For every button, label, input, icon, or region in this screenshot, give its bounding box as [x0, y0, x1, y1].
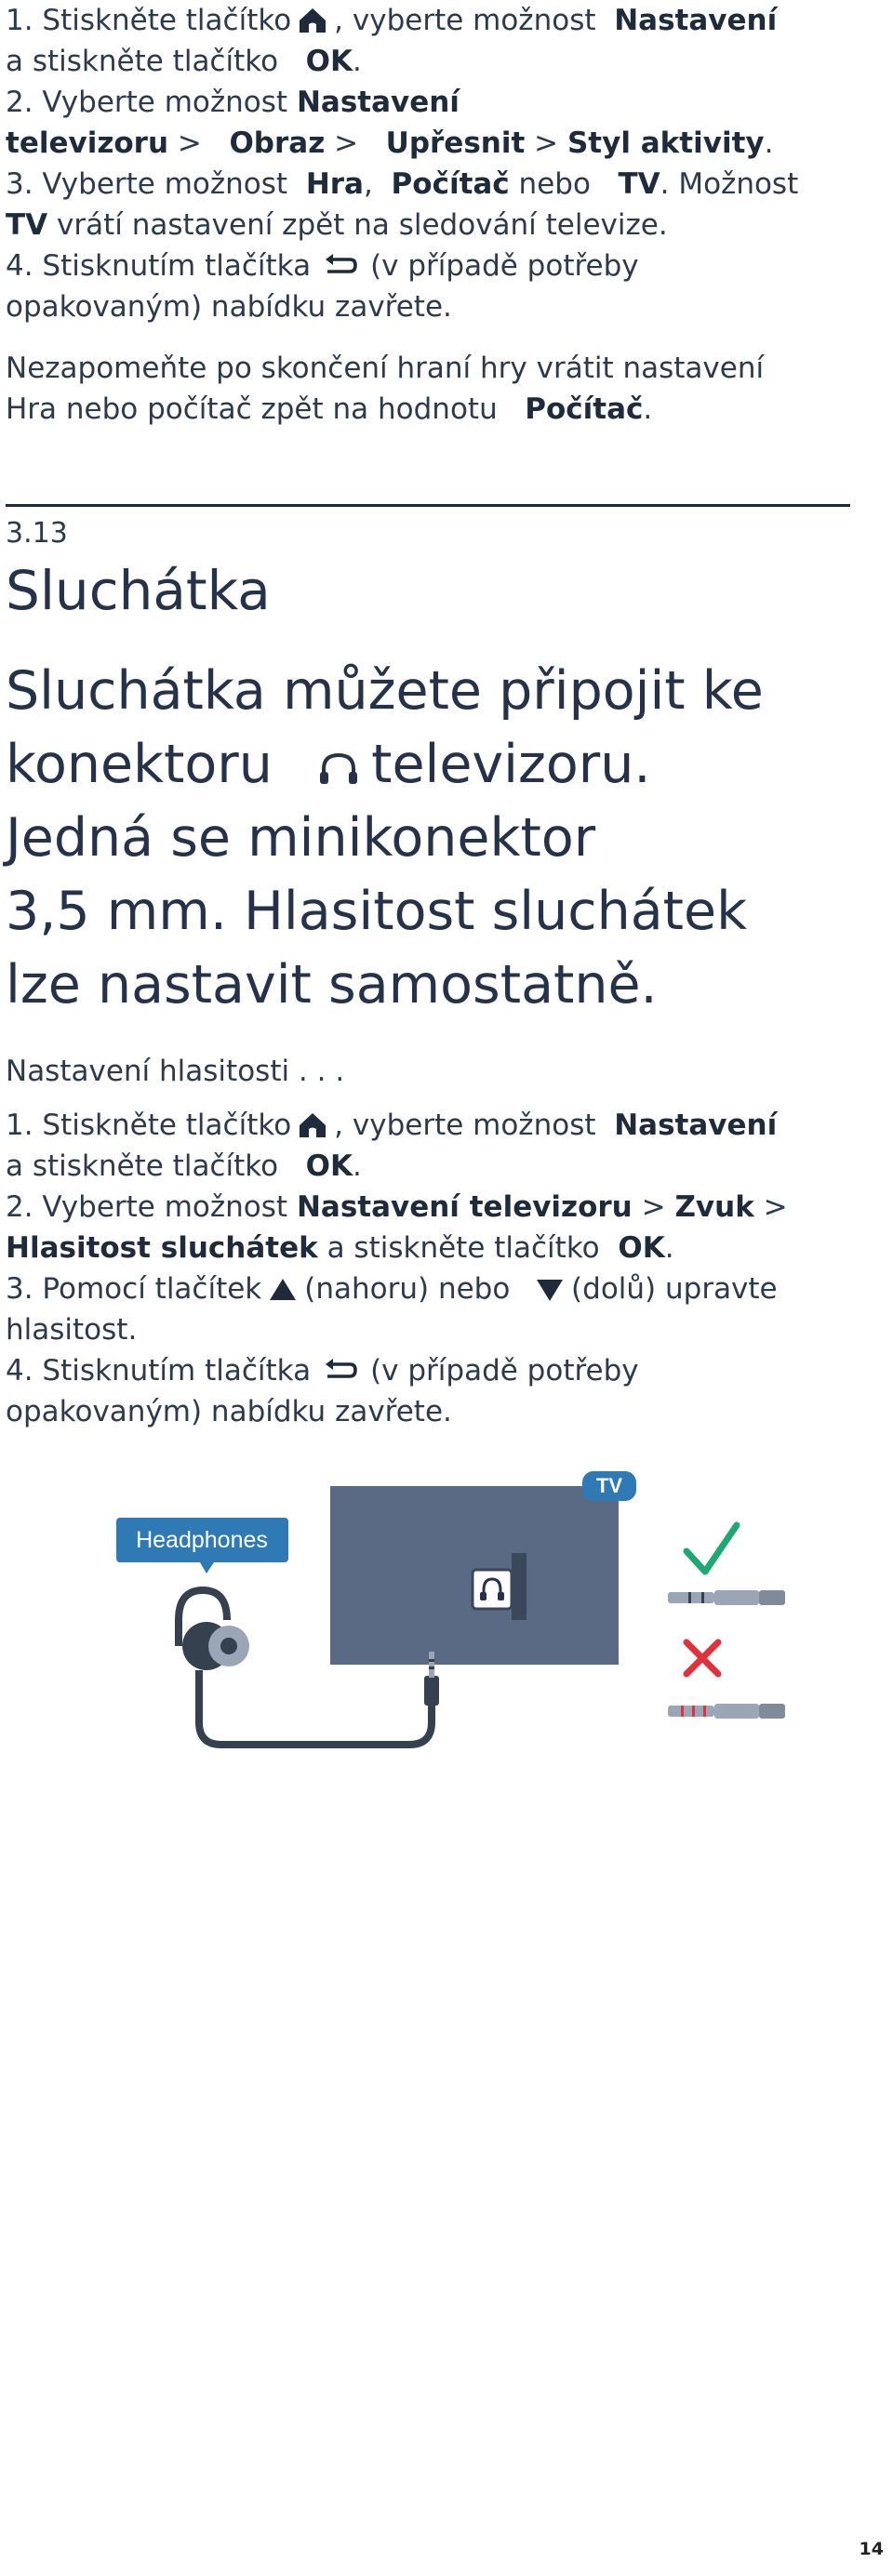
- top-step-1-line-2: [6, 41, 871, 82]
- top-step-4-line-2: [6, 286, 871, 327]
- text: opakovaným) nabídku zavřete.: [6, 290, 452, 324]
- text: >: [168, 126, 211, 160]
- top-step-3-line-2: [6, 205, 871, 246]
- back-icon: [322, 1357, 359, 1385]
- text: 1. Stiskněte tlačítko: [6, 4, 292, 37]
- text: televizoru.: [371, 734, 651, 795]
- intro-line-3: Jedná se minikonektor: [6, 807, 596, 869]
- option-name: Hra: [305, 167, 364, 201]
- intro-line-4: 3,5 mm. Hlasitost sluchátek: [6, 881, 748, 942]
- tv-port-strip: [512, 1553, 526, 1620]
- text: 4. Stisknutím tlačítka: [6, 1354, 312, 1388]
- step-2-line-2: [6, 1228, 871, 1268]
- option-name: TV: [618, 167, 660, 201]
- text: .: [353, 45, 362, 78]
- intro-line-1: Sluchátka můžete připojit ke: [6, 660, 764, 722]
- text: (dolů) upravte: [571, 1272, 778, 1306]
- incorrect-plug: [668, 1704, 785, 1719]
- text: >: [325, 126, 367, 160]
- check-icon: [686, 1525, 737, 1572]
- intro-line-5: lze nastavit samostatně.: [6, 954, 658, 1016]
- text: .: [764, 126, 774, 160]
- text: nebo: [509, 167, 600, 201]
- text: hlasitost.: [6, 1313, 138, 1347]
- arrow-down-icon: [534, 1275, 566, 1303]
- top-instructions: [6, 0, 871, 430]
- ok-label: OK: [305, 1149, 353, 1183]
- text: 1. Stiskněte tlačítko: [6, 1109, 292, 1142]
- correct-plug: [668, 1590, 785, 1605]
- text: (v případě potřeby: [370, 1354, 639, 1388]
- text: .: [353, 1149, 362, 1183]
- text: vrátí nastavení zpět na sledování televize.: [47, 208, 668, 242]
- ok-label: OK: [305, 45, 353, 78]
- setting-name: Hlasitost sluchátek: [6, 1231, 318, 1265]
- top-step-3-line-1: [6, 164, 871, 205]
- text: 4. Stisknutím tlačítka: [6, 249, 312, 283]
- text: 3. Vyberte možnost: [6, 167, 288, 201]
- arrow-up-icon: [267, 1275, 299, 1303]
- text: >: [525, 126, 567, 160]
- step-4-line-2: [6, 1391, 871, 1432]
- cable: [199, 1670, 432, 1745]
- step-2-line-1: [6, 1187, 871, 1228]
- note-line-1: [6, 348, 871, 389]
- section-number: 3.13: [6, 517, 68, 550]
- intro-line-2: [6, 728, 861, 802]
- setting-name: Nastavení: [296, 86, 460, 119]
- top-step-1-line-1: [6, 0, 871, 41]
- setting-name: Nastavení: [614, 4, 778, 37]
- setting-name: Obraz: [229, 126, 326, 160]
- text: 2. Vyberte možnost: [6, 86, 288, 119]
- setting-name: Zvuk: [674, 1190, 754, 1224]
- text: (nahoru) nebo: [304, 1272, 511, 1306]
- text: Hra nebo počítač zpět na hodnotu: [6, 392, 498, 426]
- text: , vyberte možnost: [334, 1109, 596, 1142]
- note-line-2: [6, 389, 871, 430]
- headphone-icon: [315, 747, 362, 790]
- text: .: [643, 392, 653, 426]
- text: >: [753, 1190, 788, 1224]
- headphones-callout: [116, 1518, 288, 1573]
- tv-label: TV: [595, 1474, 623, 1497]
- section-title: Sluchátka: [6, 559, 271, 622]
- text: konektoru: [6, 734, 273, 795]
- headphones-device: [179, 1590, 249, 1670]
- section-divider: [6, 504, 850, 507]
- step-1-line-1: [6, 1105, 871, 1146]
- text: . Možnost: [660, 167, 799, 201]
- headphones-label: Headphones: [136, 1527, 268, 1553]
- option-name: TV: [6, 208, 48, 242]
- text: a stiskněte tlačítko: [6, 1149, 279, 1183]
- steps-heading: Nastavení hlasitosti . . .: [6, 1055, 345, 1088]
- setting-name: televizoru: [6, 126, 169, 160]
- text: >: [632, 1190, 675, 1224]
- home-icon: [297, 1111, 328, 1139]
- text: a stiskněte tlačítko: [317, 1231, 600, 1265]
- step-1-line-2: [6, 1146, 871, 1187]
- setting-name: Nastavení televizoru: [296, 1190, 633, 1224]
- text: (v případě potřeby: [370, 249, 639, 283]
- top-step-2-line-1: [6, 82, 871, 123]
- top-step-2-line-2: [6, 123, 871, 164]
- step-3-line-2: [6, 1309, 871, 1350]
- setting-name: Styl aktivity: [566, 126, 765, 160]
- section-intro: [6, 655, 861, 1022]
- text: .: [664, 1231, 674, 1265]
- step-3-line-1: [6, 1268, 871, 1309]
- step-4-line-1: [6, 1350, 871, 1391]
- tv-badge: [582, 1471, 636, 1501]
- headphones-connection-illustration: [102, 1460, 791, 1758]
- text: ,: [363, 167, 382, 201]
- setting-name: Nastavení: [614, 1109, 778, 1142]
- ok-label: OK: [618, 1231, 665, 1265]
- text: Nezapomeňte po skončení hraní hry vrátit nastavení: [6, 352, 765, 385]
- text: opakovaným) nabídku zavřete.: [6, 1395, 452, 1428]
- option-name: Počítač: [391, 167, 510, 201]
- setting-name: Upřesnit: [385, 126, 526, 160]
- volume-steps: [6, 1051, 871, 1432]
- option-name: Počítač: [525, 392, 644, 426]
- text: a stiskněte tlačítko: [6, 45, 279, 78]
- cross-icon: [686, 1642, 718, 1674]
- tv-headphone-port: [473, 1570, 512, 1609]
- text: , vyberte možnost: [334, 4, 596, 37]
- text: 2. Vyberte možnost: [6, 1190, 288, 1224]
- page-number: 14: [859, 2539, 884, 2559]
- top-step-4-line-1: [6, 246, 871, 286]
- back-icon: [322, 252, 359, 280]
- home-icon: [297, 7, 328, 34]
- text: 3. Pomocí tlačítek: [6, 1272, 262, 1306]
